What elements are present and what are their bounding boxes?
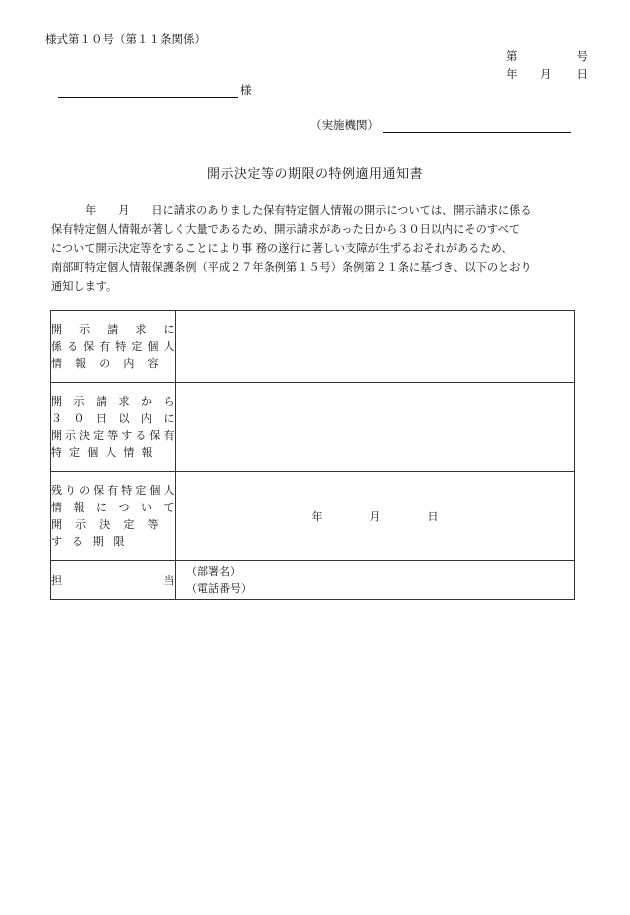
contact-field[interactable]	[176, 561, 575, 600]
table-row	[51, 472, 575, 561]
label-line: ３ ０ 日 以 内 に	[51, 412, 175, 425]
issue-year-label: 年	[506, 67, 518, 81]
body-line-3: について開示決定等をすることにより事 務の遂行に著しい支障が生ずるおそれがあるため、	[51, 242, 513, 255]
info-table	[50, 310, 575, 600]
body-line-1	[51, 201, 581, 220]
label-line: 開 示 決 定 等	[51, 518, 159, 531]
body-text-1: 日に請求のありました保有特定個人情報の開示については、開示請求に係る	[151, 204, 532, 217]
body-month: 月	[118, 204, 130, 217]
form-number: 様式第１０号（第１１条関係）	[45, 32, 206, 46]
deadline-month-label: 月	[369, 510, 381, 523]
label-line: 残りの保有特定個人	[51, 484, 175, 497]
contact-department-label: （部署名）	[186, 565, 241, 578]
document-title: 開示決定等の期限の特例適用通知書	[206, 167, 423, 182]
label-line: 開 示 請 求 に	[51, 323, 175, 336]
label-line: 情 報 の 内 容	[51, 357, 159, 370]
body-line-2: 保有特定個人情報が著しく大量であるため、開示請求があった日から３０日以内にそのすべて	[51, 223, 521, 236]
label-line: 係る保有特定個人	[51, 340, 175, 353]
label-line: 開示決定等する保有	[51, 429, 175, 442]
addressee-suffix: 様	[240, 83, 252, 97]
addressee-line	[58, 82, 252, 98]
row-label-request-content	[51, 311, 176, 383]
deadline-day-label: 日	[427, 510, 439, 523]
deadline-year-label: 年	[311, 510, 323, 523]
implementing-org-line	[310, 117, 571, 133]
body-year: 年	[85, 204, 97, 217]
row-label-within-30-days	[51, 383, 176, 472]
issue-month-label: 月	[540, 67, 552, 81]
body-paragraph	[51, 201, 581, 296]
label-line: す る 期 限	[51, 535, 125, 548]
body-line-4: 南部町特定個人情報保護条例（平成２７年条例第１５号）条例第２１条に基づき、以下のとおり	[51, 261, 532, 274]
label-line: 情 報 に つ い て	[51, 501, 175, 514]
implementing-org-label: （実施機関）	[310, 118, 379, 132]
label-line: 開 示 請 求 か ら	[51, 395, 175, 408]
label-line: 特 定 個 人 情 報	[51, 446, 153, 459]
request-content-field[interactable]	[176, 311, 575, 383]
document-number-suffix: 号	[576, 49, 588, 63]
table-row	[51, 311, 575, 383]
implementing-org-blank	[383, 120, 571, 133]
table-row	[51, 383, 575, 472]
label-line: 担 当	[51, 573, 175, 587]
row-label-remaining-deadline	[51, 472, 176, 561]
within-30-days-info-field[interactable]	[176, 383, 575, 472]
document-number-prefix: 第	[506, 49, 518, 63]
row-label-contact	[51, 561, 176, 600]
table-row	[51, 561, 575, 600]
issue-day-label: 日	[576, 67, 588, 81]
remaining-deadline-field[interactable]	[176, 472, 575, 561]
body-line-5: 通知します。	[51, 280, 118, 293]
addressee-blank	[58, 85, 238, 98]
contact-phone-label: （電話番号）	[186, 582, 252, 595]
